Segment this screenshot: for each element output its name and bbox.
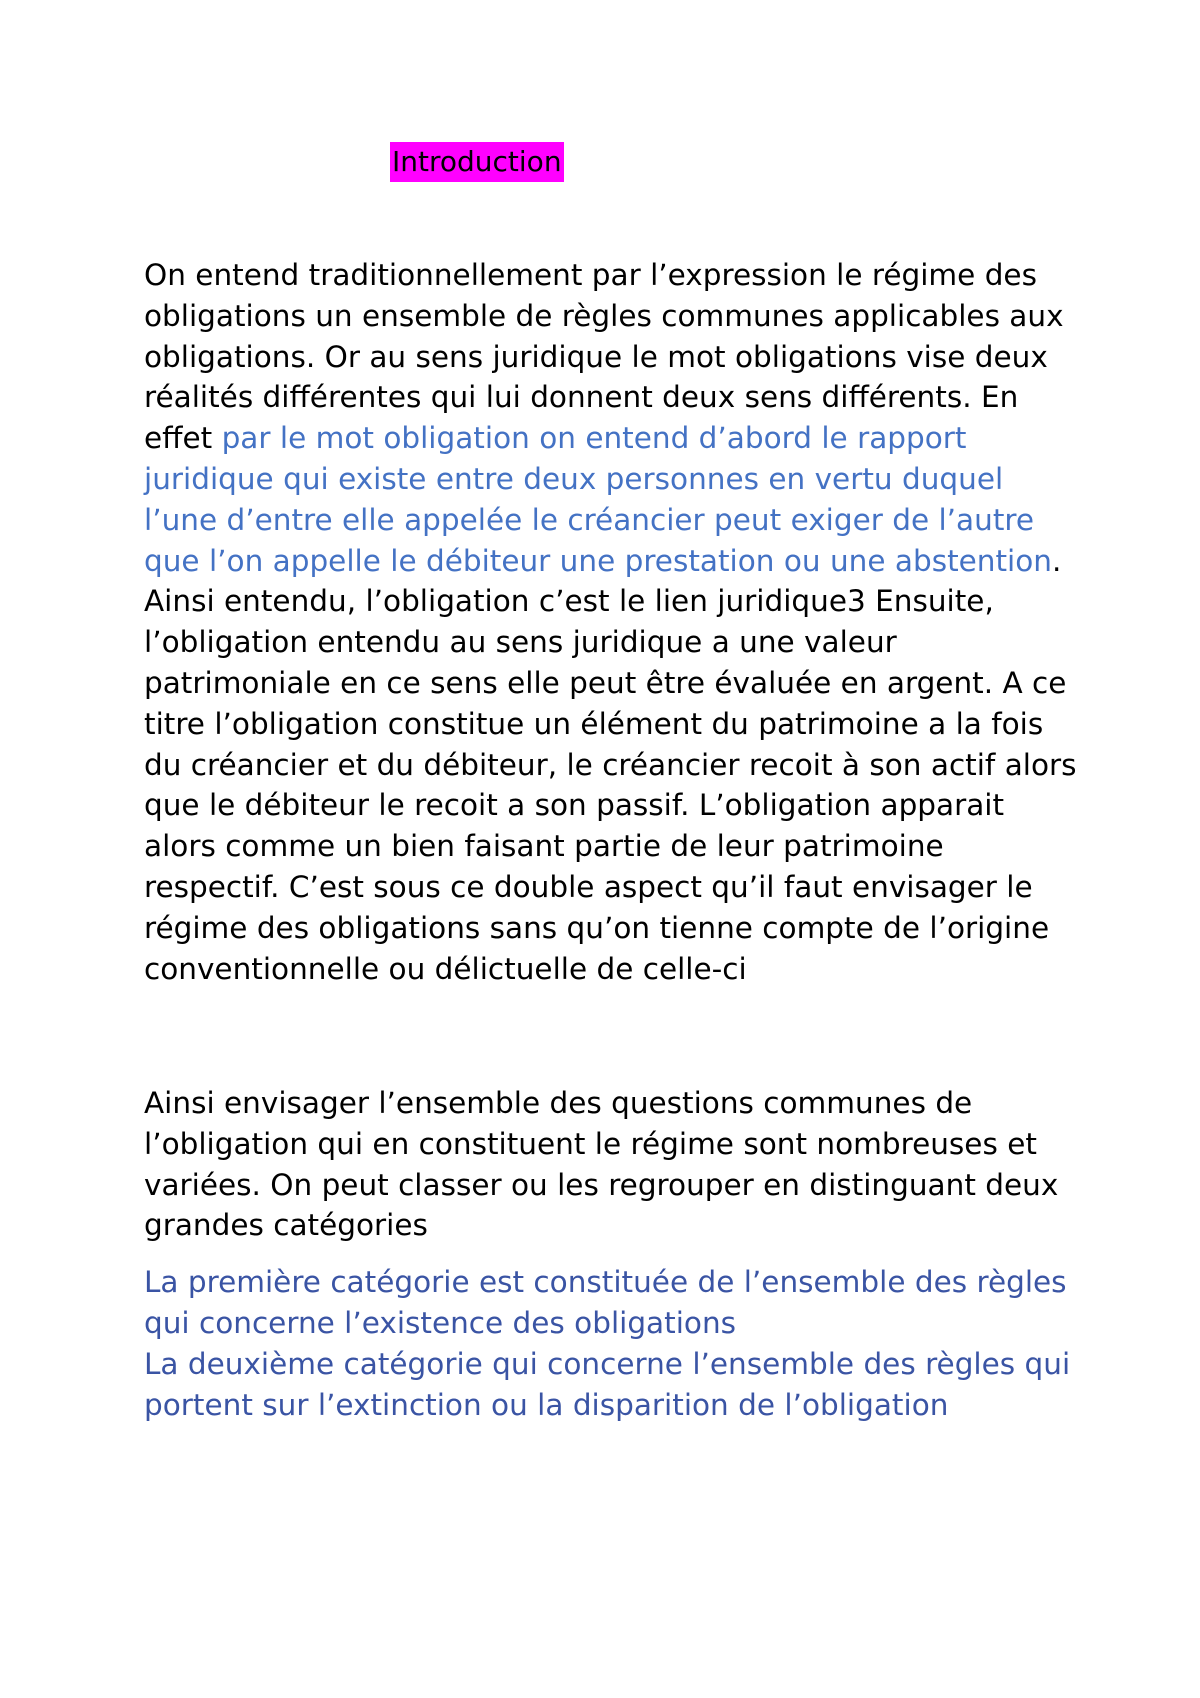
paragraph-categories-intro: Ainsi envisager l’ensemble des questions communes de l’obligation qui en constituent le régime sont nombreuses et variées. On peut classer ou les regrouper en distinguant deux grandes catégories [144, 1086, 1059, 1243]
paragraph-definition [144, 255, 1084, 989]
page-title: Introduction [390, 142, 564, 182]
highlighted-definition: par le mot obligation on entend d’abord le rapport juridique qui existe entre deux personnes en vertu duquel l’une d’entre elle appelée le créancier peut exiger de l’autre que l’on appelle le débiteur une prestation ou une abstention [144, 421, 1052, 578]
paragraph-second-category: La deuxième catégorie qui concerne l’ensemble des règles qui portent sur l’extinction ou la disparition de l’obligation [144, 1347, 1071, 1422]
paragraph-first-category: La première catégorie est constituée de l’ensemble des règles qui concerne l’existence des obligations [144, 1265, 1067, 1340]
paragraph-text-start: On entend traditionnellement par l’expression le régime des obligations un ensemble de règles communes applicables aux obligations. Or au sens juridique le mot obligations vise deux réalités différentes qui lui donnent deux sens différents. En effet [144, 258, 1064, 456]
paragraph-text-end: . Ainsi entendu, l’obligation c’est le lien juridique3 Ensuite, l’obligation entendu au sens juridique a une valeur patrimoniale en ce sens elle peut être évaluée en argent. A ce titre l’obligation constitue un élément du patrimoine a la fois du créancier et du débiteur, le créancier recoit à son actif alors que le débiteur le recoit a son passif. L’obligation apparait alors comme un bien faisant partie de leur patrimoine respectif. C’est sous ce double aspect qu’il faut envisager le régime des obligations sans qu’on tienne compte de l’origine conventionnelle ou délictuelle de celle-ci [144, 543, 1077, 986]
